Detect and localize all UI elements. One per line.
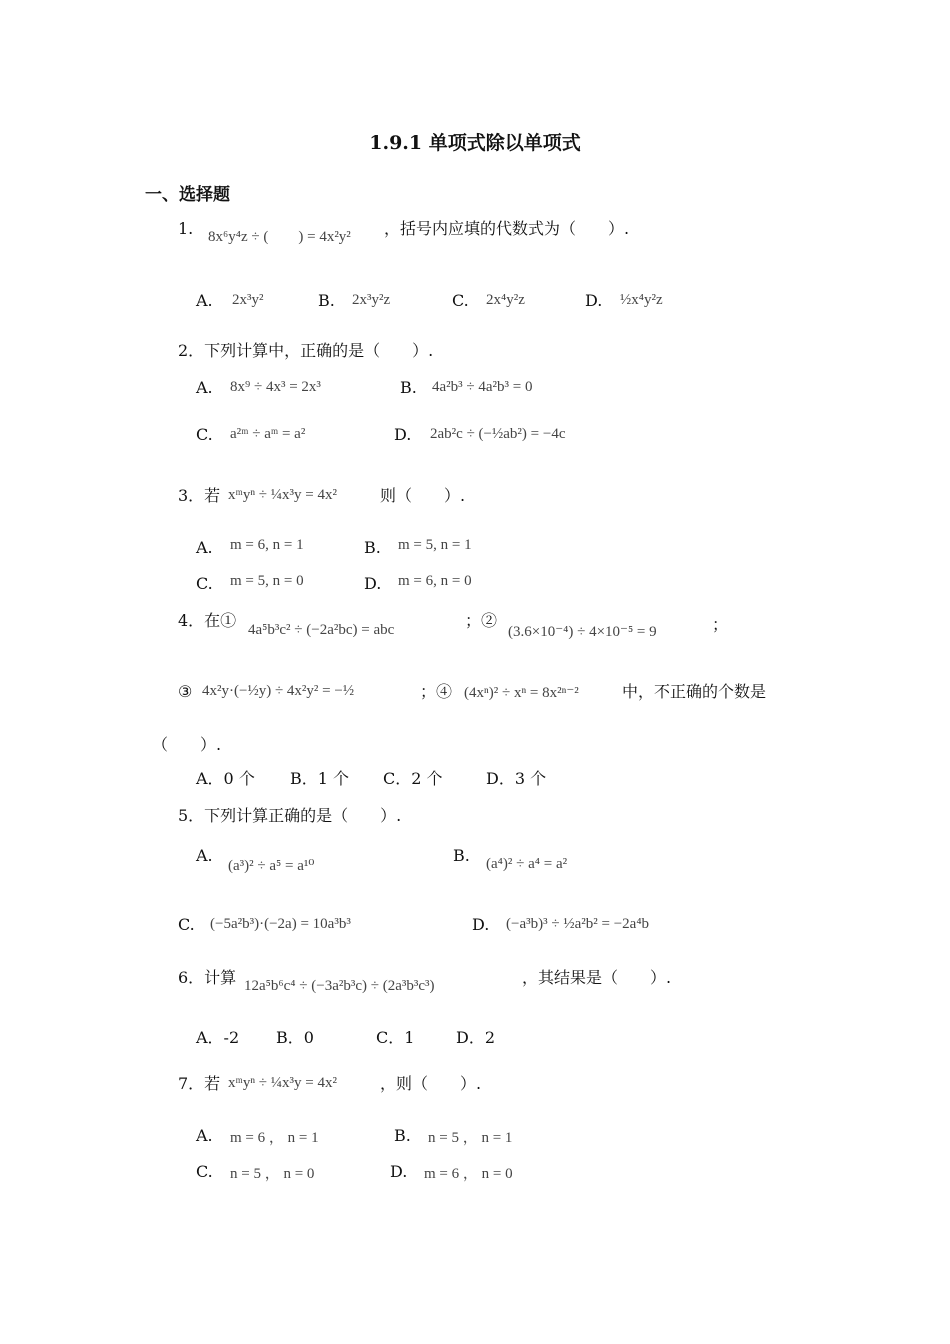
q4-option-d: D．3 个 bbox=[486, 769, 547, 788]
q7-option-b-label: B. bbox=[394, 1126, 411, 1145]
q5-option-d-label: D. bbox=[472, 915, 490, 934]
question-3-number: 3．若 bbox=[178, 486, 221, 505]
q2-option-c-expr: a²ᵐ ÷ aᵐ = a² bbox=[230, 426, 306, 442]
q7-option-c-expr: n = 5 ， n = 0 bbox=[230, 1166, 315, 1182]
q6-option-c: C．1 bbox=[376, 1028, 415, 1047]
question-5-text: 5．下列计算正确的是（ ）. bbox=[178, 806, 402, 825]
q4-statement-4: (4xⁿ)² ÷ xⁿ = 8x²ⁿ⁻² bbox=[464, 685, 579, 701]
q5-option-d-expr: (−a³b)³ ÷ ½a²b² = −2a⁴b bbox=[506, 916, 650, 932]
question-4-paren: （ ）. bbox=[152, 735, 222, 754]
q3-option-d-label: D. bbox=[364, 574, 382, 593]
section-heading: 一、选择题 bbox=[145, 185, 230, 205]
q4-statement-3: 4x²y·(−½y) ÷ 4x²y² = −½ bbox=[202, 683, 355, 699]
q1-option-a-expr: 2x³y² bbox=[232, 292, 264, 308]
q6-option-b: B．0 bbox=[276, 1028, 314, 1047]
q5-option-a-expr: (a³)² ÷ a⁵ = a¹⁰ bbox=[228, 858, 315, 874]
q4-circle-4: ；④ bbox=[420, 682, 453, 701]
question-4-number: 4．在① bbox=[178, 611, 237, 630]
q4-statement-2: (3.6×10⁻⁴) ÷ 4×10⁻⁵ = 9 bbox=[508, 624, 657, 640]
q2-option-b-label: B. bbox=[400, 378, 417, 397]
q5-option-a-label: A. bbox=[196, 846, 213, 865]
q1-option-b-label: B. bbox=[318, 291, 335, 310]
q4-option-c: C．2 个 bbox=[383, 769, 443, 788]
q1-option-a-label: A. bbox=[196, 291, 213, 310]
q2-option-d-label: D. bbox=[394, 425, 412, 444]
q6-option-d: D．2 bbox=[456, 1028, 496, 1047]
q1-option-d-label: D. bbox=[585, 291, 603, 310]
question-4-text: 中，不正确的个数是 bbox=[622, 682, 767, 701]
q7-option-a-label: A. bbox=[196, 1126, 213, 1145]
q3-option-c-expr: m = 5, n = 0 bbox=[230, 573, 304, 589]
q4-circle-2: ；② bbox=[465, 611, 498, 630]
question-1-expression bbox=[208, 229, 351, 246]
question-3-expression: xᵐyⁿ ÷ ¼x³y = 4x² bbox=[228, 487, 337, 503]
q7-option-d-label: D. bbox=[390, 1162, 408, 1181]
q4-statement-1: 4a⁵b³c² ÷ (−2a²bc) = abc bbox=[248, 622, 395, 638]
question-7-expression: xᵐyⁿ ÷ ¼x³y = 4x² bbox=[228, 1075, 337, 1091]
question-1-number: 1. bbox=[178, 219, 194, 238]
q4-option-b: B．1 个 bbox=[290, 769, 350, 788]
q6-option-a: A．-2 bbox=[196, 1028, 240, 1047]
q2-option-b-expr: 4a²b³ ÷ 4a²b³ = 0 bbox=[432, 379, 533, 395]
question-6-expression: 12a⁵b⁶c⁴ ÷ (−3a²b³c) ÷ (2a³b³c³) bbox=[244, 978, 435, 994]
question-6-number: 6．计算 bbox=[178, 968, 237, 987]
q2-option-c-label: C. bbox=[196, 425, 213, 444]
q2-option-a-label: A. bbox=[196, 378, 213, 397]
q3-option-c-label: C. bbox=[196, 574, 213, 593]
question-6-text: ，其结果是（ ）. bbox=[522, 968, 672, 987]
q4-option-a: A．0 个 bbox=[196, 769, 255, 788]
q3-option-d-expr: m = 6, n = 0 bbox=[398, 573, 472, 589]
q5-option-b-label: B. bbox=[453, 846, 470, 865]
question-7-text: ，则（ ）. bbox=[380, 1074, 482, 1093]
q5-option-c-expr: (−5a²b³)·(−2a) = 10a³b³ bbox=[210, 916, 351, 932]
q7-option-b-expr: n = 5 ， n = 1 bbox=[428, 1130, 513, 1146]
q3-option-b-expr: m = 5, n = 1 bbox=[398, 537, 472, 553]
q3-option-a-expr: m = 6, n = 1 bbox=[230, 537, 304, 553]
question-1-expr-rhs: ) = 4x²y² bbox=[298, 229, 351, 245]
q2-option-a-expr: 8x⁹ ÷ 4x³ = 2x³ bbox=[230, 379, 321, 395]
q1-option-d-expr: ½x⁴y²z bbox=[620, 292, 663, 308]
q4-semicolon: ； bbox=[712, 615, 729, 634]
page-title: 1.9.1 单项式除以单项式 bbox=[369, 132, 581, 154]
q1-option-c-label: C. bbox=[452, 291, 469, 310]
q5-option-c-label: C. bbox=[178, 915, 195, 934]
question-1-text: ，括号内应填的代数式为（ ）. bbox=[384, 219, 630, 238]
q7-option-d-expr: m = 6 ， n = 0 bbox=[424, 1166, 513, 1182]
q3-option-a-label: A. bbox=[196, 538, 213, 557]
q4-circle-3: ③ bbox=[178, 682, 193, 701]
q7-option-c-label: C. bbox=[196, 1162, 213, 1181]
question-1-expr-lhs: 8x⁶y⁴z ÷ ( bbox=[208, 229, 269, 245]
question-3-text: 则（ ）. bbox=[380, 486, 466, 505]
question-2-text: 2．下列计算中，正确的是（ ）. bbox=[178, 341, 434, 360]
question-7-number: 7．若 bbox=[178, 1074, 221, 1093]
q7-option-a-expr: m = 6 ， n = 1 bbox=[230, 1130, 319, 1146]
q1-option-c-expr: 2x⁴y²z bbox=[486, 292, 525, 308]
q3-option-b-label: B. bbox=[364, 538, 381, 557]
q5-option-b-expr: (a⁴)² ÷ a⁴ = a² bbox=[486, 856, 568, 872]
q2-option-d-expr: 2ab²c ÷ (−½ab²) = −4c bbox=[430, 426, 566, 442]
q1-option-b-expr: 2x³y²z bbox=[352, 292, 391, 308]
